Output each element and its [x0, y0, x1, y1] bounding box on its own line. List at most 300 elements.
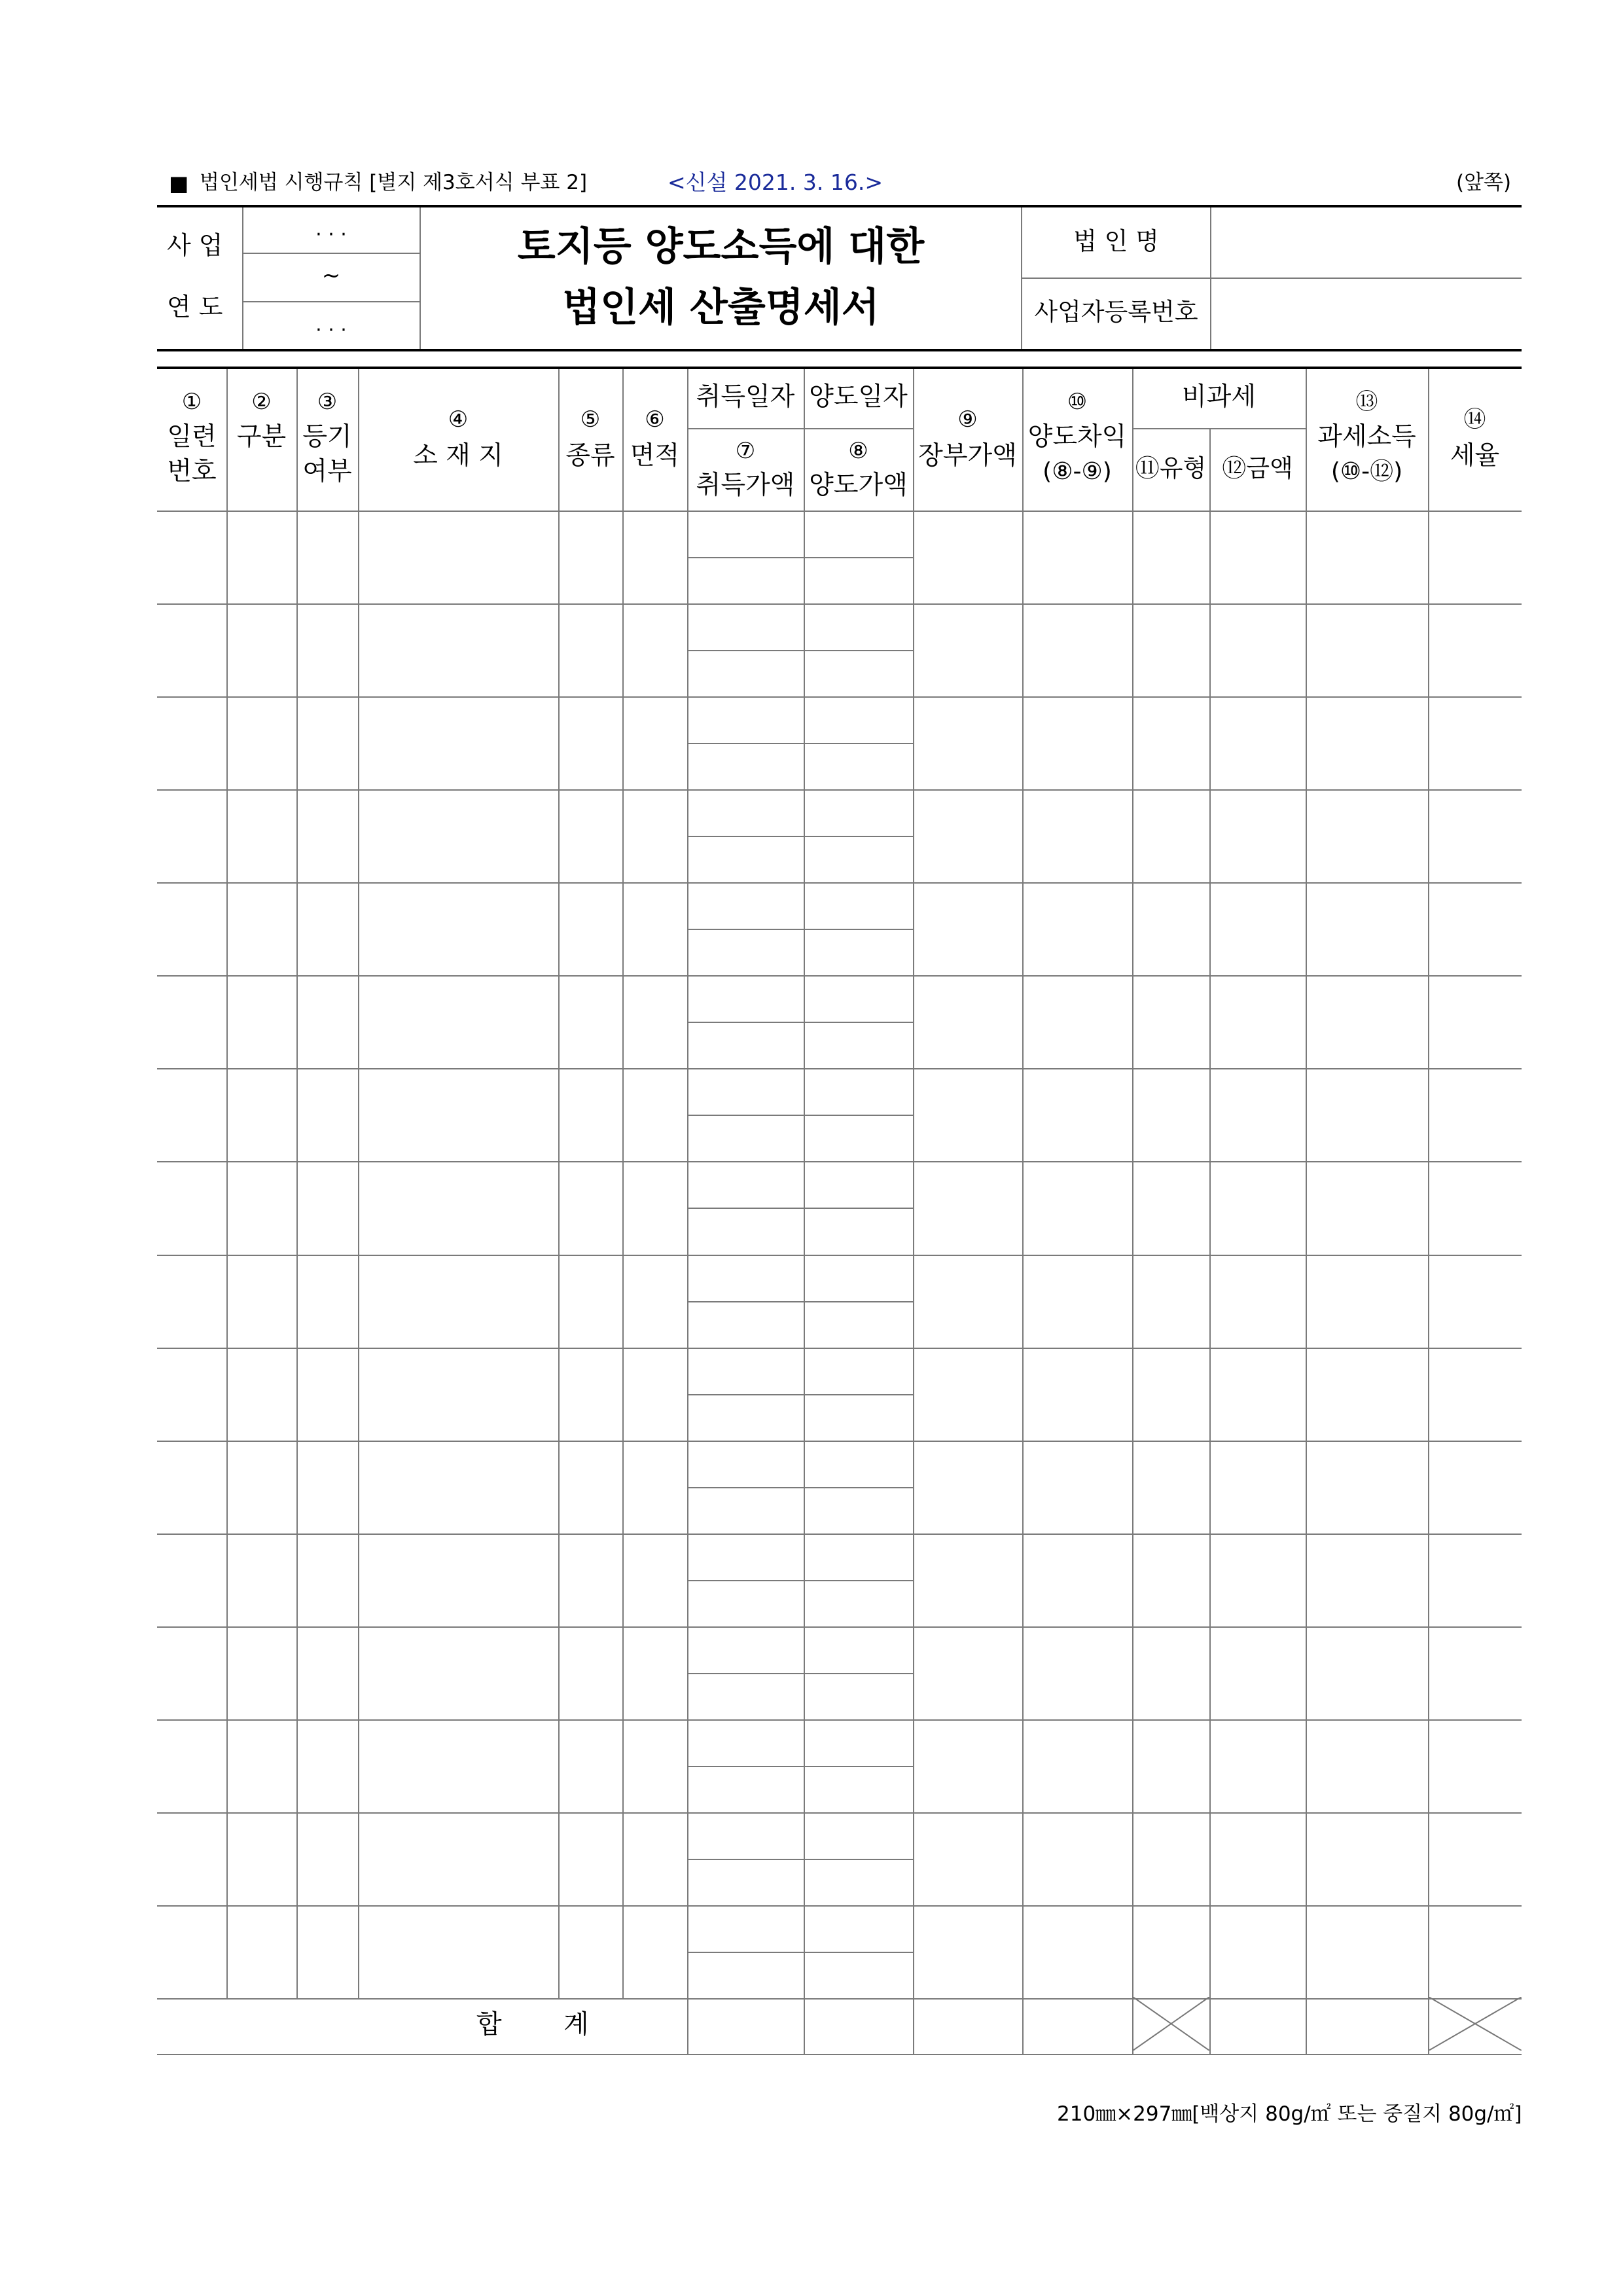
table-cell[interactable] — [359, 1442, 558, 1533]
col-nontax-type-label: ⑪유형 — [1135, 454, 1207, 482]
table-cell[interactable] — [805, 1907, 912, 1951]
table-cell[interactable] — [560, 1628, 622, 1719]
table-cell[interactable] — [805, 1116, 912, 1160]
table-cell[interactable] — [914, 791, 1022, 882]
col-acq-price-num: ⑦ — [735, 438, 756, 464]
table-cell[interactable] — [805, 1860, 912, 1905]
table-cell[interactable] — [158, 1907, 226, 1998]
table-cell[interactable] — [624, 884, 687, 975]
table-cell[interactable] — [1211, 977, 1305, 1067]
table-cell[interactable] — [1307, 512, 1427, 603]
col-registered-num: ③ — [317, 389, 338, 415]
table-cell[interactable] — [688, 744, 803, 789]
table-cell[interactable] — [298, 1628, 357, 1719]
table-cell[interactable] — [298, 884, 357, 975]
table-cell[interactable] — [1307, 1442, 1427, 1533]
col-area-label: 면적 — [630, 441, 680, 471]
table-cell[interactable] — [359, 1256, 558, 1347]
table-cell[interactable] — [1307, 605, 1427, 696]
table-cell[interactable] — [359, 698, 558, 789]
table-cell[interactable] — [688, 1628, 803, 1672]
table-cell[interactable] — [1133, 977, 1209, 1067]
table-cell[interactable] — [1429, 1535, 1521, 1626]
table-cell[interactable] — [158, 1162, 226, 1253]
table-cell[interactable] — [1429, 512, 1521, 603]
table-cell[interactable] — [1429, 791, 1521, 882]
table-cell[interactable] — [1024, 512, 1132, 603]
table-cell[interactable] — [688, 1256, 803, 1300]
table-cell[interactable] — [1024, 977, 1132, 1067]
table-cell[interactable] — [805, 1069, 912, 1114]
table-cell[interactable] — [624, 977, 687, 1067]
table-cell[interactable] — [688, 558, 803, 603]
table-cell[interactable] — [688, 605, 803, 649]
table-cell[interactable] — [158, 1349, 226, 1440]
table-cell[interactable] — [359, 1535, 558, 1626]
table-cell[interactable] — [298, 512, 357, 603]
table-cell[interactable] — [560, 1069, 622, 1160]
table-cell[interactable] — [624, 1628, 687, 1719]
table-cell[interactable] — [1024, 791, 1132, 882]
table-cell[interactable] — [1211, 605, 1305, 696]
table-cell[interactable] — [624, 698, 687, 789]
table-cell[interactable] — [1211, 1814, 1305, 1905]
form-title: 토지등 양도소득에 대한 — [517, 224, 925, 270]
table-cell[interactable] — [298, 1162, 357, 1253]
table-cell[interactable] — [560, 1162, 622, 1253]
table-cell[interactable] — [624, 512, 687, 603]
table-cell[interactable] — [1307, 1256, 1427, 1347]
table-cell[interactable] — [688, 884, 803, 928]
table-cell[interactable] — [805, 884, 912, 928]
col-registered-label: 등기 — [302, 422, 352, 452]
table-cell[interactable] — [624, 1162, 687, 1253]
col-taxable-income-num: ⑬ — [1355, 389, 1378, 415]
table-cell[interactable] — [298, 1535, 357, 1626]
table-cell[interactable] — [914, 884, 1022, 975]
table-cell[interactable] — [688, 1581, 803, 1626]
table-cell[interactable] — [1429, 977, 1521, 1067]
table-cell[interactable] — [1024, 1535, 1132, 1626]
table-cell[interactable] — [359, 1628, 558, 1719]
table-cell[interactable] — [688, 1116, 803, 1160]
table-cell[interactable] — [1133, 1349, 1209, 1440]
table-cell[interactable] — [158, 791, 226, 882]
table-cell[interactable] — [805, 1302, 912, 1347]
table-cell[interactable] — [1307, 1069, 1427, 1160]
total-tax-rate-disabled — [1429, 1997, 1522, 2051]
table-cell[interactable] — [560, 605, 622, 696]
table-cell[interactable] — [805, 744, 912, 789]
col-tax-rate-num: ⑭ — [1463, 406, 1486, 433]
table-cell[interactable] — [805, 558, 912, 603]
table-cell[interactable] — [688, 1814, 803, 1858]
col-nontax-label: 비과세 — [1181, 382, 1257, 412]
table-cell[interactable] — [914, 1721, 1022, 1812]
table-cell[interactable] — [1024, 1814, 1132, 1905]
table-cell[interactable] — [1429, 1256, 1521, 1347]
table-cell[interactable] — [158, 1814, 226, 1905]
table-cell[interactable] — [1024, 605, 1132, 696]
table-cell[interactable] — [805, 1814, 912, 1858]
table-cell[interactable] — [1133, 1442, 1209, 1533]
table-cell[interactable] — [688, 512, 803, 556]
period-start-field[interactable]: · · · — [315, 223, 347, 246]
table-cell[interactable] — [688, 1023, 803, 1067]
table-cell[interactable] — [560, 698, 622, 789]
table-cell[interactable] — [1211, 1256, 1305, 1347]
table-cell[interactable] — [228, 791, 296, 882]
table-cell[interactable] — [1133, 1721, 1209, 1812]
col-registered-label: 여부 — [302, 457, 352, 486]
table-cell[interactable] — [228, 1814, 296, 1905]
table-cell[interactable] — [1133, 605, 1209, 696]
table-cell[interactable] — [1429, 1069, 1521, 1160]
table-cell[interactable] — [158, 1442, 226, 1533]
col-gain-formula: (⑧-⑨) — [1043, 458, 1112, 485]
table-cell[interactable] — [560, 1721, 622, 1812]
table-cell[interactable] — [359, 605, 558, 696]
table-cell[interactable] — [1429, 1349, 1521, 1440]
table-cell[interactable] — [359, 1069, 558, 1160]
table-cell[interactable] — [359, 1721, 558, 1812]
table-cell[interactable] — [1211, 1721, 1305, 1812]
table-cell[interactable] — [1024, 1442, 1132, 1533]
table-cell[interactable] — [228, 1162, 296, 1253]
table-cell[interactable] — [805, 512, 912, 556]
table-cell[interactable] — [1429, 1442, 1521, 1533]
table-cell[interactable] — [805, 837, 912, 882]
table-cell[interactable] — [688, 1674, 803, 1719]
table-cell[interactable] — [624, 605, 687, 696]
col-category-num: ② — [251, 389, 272, 415]
table-cell[interactable] — [688, 1860, 803, 1905]
table-cell[interactable] — [1307, 698, 1427, 789]
table-cell[interactable] — [805, 1162, 912, 1207]
table-cell[interactable] — [1307, 1721, 1427, 1812]
table-cell[interactable] — [688, 1767, 803, 1812]
table-cell[interactable] — [1307, 1349, 1427, 1440]
table-cell[interactable] — [624, 791, 687, 882]
table-cell[interactable] — [228, 1349, 296, 1440]
col-sale-price-label: 양도가액 — [809, 471, 908, 500]
header-bottom-border-1 — [157, 349, 1522, 351]
table-cell[interactable] — [1211, 1442, 1305, 1533]
table-cell[interactable] — [688, 1395, 803, 1440]
table-cell[interactable] — [1024, 698, 1132, 789]
table-cell[interactable] — [688, 977, 803, 1021]
period-end-field[interactable]: · · · — [315, 319, 347, 342]
col-location-label: 소 재 지 — [413, 441, 503, 471]
table-cell[interactable] — [1133, 884, 1209, 975]
table-cell[interactable] — [1024, 1162, 1132, 1253]
table-cell[interactable] — [1211, 1162, 1305, 1253]
table-cell[interactable] — [359, 977, 558, 1067]
table-cell[interactable] — [624, 1721, 687, 1812]
table-cell[interactable] — [624, 1907, 687, 1998]
table-cell[interactable] — [805, 1395, 912, 1440]
revision-note: <신설 2021. 3. 16.> — [668, 170, 883, 195]
table-cell[interactable] — [560, 1256, 622, 1347]
table-cell[interactable] — [158, 605, 226, 696]
table-cell[interactable] — [1429, 1721, 1521, 1812]
biz-reg-field[interactable] — [1212, 279, 1522, 348]
table-cell[interactable] — [1429, 698, 1521, 789]
table-cell[interactable] — [158, 1535, 226, 1626]
table-cell[interactable] — [298, 1721, 357, 1812]
table-cell[interactable] — [688, 698, 803, 742]
table-cell[interactable] — [688, 930, 803, 975]
table-cell[interactable] — [298, 605, 357, 696]
table-cell[interactable] — [359, 1907, 558, 1998]
table-cell[interactable] — [914, 512, 1022, 603]
table-cell[interactable] — [158, 698, 226, 789]
corp-name-field[interactable] — [1212, 208, 1522, 277]
table-cell[interactable] — [1133, 1628, 1209, 1719]
table-cell[interactable] — [228, 977, 296, 1067]
table-cell[interactable] — [1211, 1628, 1305, 1719]
table-cell[interactable] — [688, 1349, 803, 1393]
col-book-value-label: 장부가액 — [918, 441, 1017, 471]
header-divider — [1021, 278, 1522, 279]
col-category-label: 구분 — [236, 422, 287, 452]
table-cell[interactable] — [560, 977, 622, 1067]
table-cell[interactable] — [560, 1814, 622, 1905]
table-cell[interactable] — [914, 1535, 1022, 1626]
table-cell[interactable] — [805, 1256, 912, 1300]
table-cell[interactable] — [560, 512, 622, 603]
table-cell[interactable] — [298, 1069, 357, 1160]
table-cell[interactable] — [624, 1349, 687, 1440]
period-tilde: ~ — [321, 262, 341, 289]
table-cell[interactable] — [228, 605, 296, 696]
table-cell[interactable] — [805, 651, 912, 696]
business-year-label: 사 업 — [167, 231, 223, 260]
table-cell[interactable] — [1211, 698, 1305, 789]
table-cell[interactable] — [228, 884, 296, 975]
table-cell[interactable] — [1133, 1814, 1209, 1905]
table-cell[interactable] — [805, 1721, 912, 1765]
col-taxable-income-formula: (⑩-⑫) — [1330, 458, 1403, 485]
table-cell[interactable] — [688, 1302, 803, 1347]
table-cell[interactable] — [298, 1442, 357, 1533]
biz-reg-label: 사업자등록번호 — [1034, 298, 1198, 326]
table-cell[interactable] — [158, 1721, 226, 1812]
table-cell[interactable] — [560, 1907, 622, 1998]
col-serial-label: 번호 — [167, 457, 217, 486]
table-cell[interactable] — [688, 1209, 803, 1253]
table-cell[interactable] — [805, 1535, 912, 1579]
header-divider — [242, 301, 419, 302]
square-bullet-icon: ■ — [169, 171, 189, 196]
col-acq-price-label: 취득가액 — [696, 471, 795, 500]
table-cell[interactable] — [805, 698, 912, 742]
table-cell[interactable] — [158, 1256, 226, 1347]
table-cell[interactable] — [1307, 977, 1427, 1067]
table-cell[interactable] — [1211, 791, 1305, 882]
table-cell[interactable] — [359, 512, 558, 603]
table-cell[interactable] — [688, 651, 803, 696]
table-cell[interactable] — [560, 1442, 622, 1533]
table-cell[interactable] — [298, 1814, 357, 1905]
form-source: 법인세법 시행규칙 [별지 제3호서식 부표 2] — [200, 171, 588, 194]
table-cell[interactable] — [359, 1349, 558, 1440]
table-cell[interactable] — [805, 1953, 912, 1998]
table-cell[interactable] — [688, 1162, 803, 1207]
table-cell[interactable] — [688, 1535, 803, 1579]
table-cell[interactable] — [1211, 1535, 1305, 1626]
table-cell[interactable] — [158, 1628, 226, 1719]
table-cell[interactable] — [914, 1907, 1022, 1998]
table-cell[interactable] — [1211, 884, 1305, 975]
table-cell[interactable] — [805, 1023, 912, 1067]
table-cell[interactable] — [1307, 1907, 1427, 1998]
table-cell[interactable] — [914, 977, 1022, 1067]
table-cell[interactable] — [359, 791, 558, 882]
table-cell[interactable] — [359, 1814, 558, 1905]
table-cell[interactable] — [805, 1209, 912, 1253]
table-cell[interactable] — [805, 1349, 912, 1393]
table-cell[interactable] — [1024, 884, 1132, 975]
table-cell[interactable] — [1211, 1069, 1305, 1160]
col-book-value-num: ⑨ — [957, 406, 978, 433]
table-cell[interactable] — [1024, 1069, 1132, 1160]
table-cell[interactable] — [158, 977, 226, 1067]
table-cell[interactable] — [1429, 884, 1521, 975]
table-cell[interactable] — [1133, 512, 1209, 603]
table-cell[interactable] — [805, 1581, 912, 1626]
table-cell[interactable] — [1133, 1069, 1209, 1160]
table-cell[interactable] — [914, 1349, 1022, 1440]
table-cell[interactable] — [228, 1535, 296, 1626]
table-cell[interactable] — [1307, 1535, 1427, 1626]
table-cell[interactable] — [228, 1256, 296, 1347]
table-cell[interactable] — [228, 1907, 296, 1998]
table-cell[interactable] — [560, 1535, 622, 1626]
col-sale-date-label: 양도일자 — [809, 382, 908, 412]
table-cell[interactable] — [1429, 1628, 1521, 1719]
table-cell[interactable] — [805, 977, 912, 1021]
table-cell[interactable] — [1429, 605, 1521, 696]
total-row-label: 계 — [563, 2009, 589, 2039]
table-cell[interactable] — [688, 837, 803, 882]
table-cell[interactable] — [688, 1442, 803, 1486]
table-cell[interactable] — [158, 884, 226, 975]
table-cell[interactable] — [228, 1628, 296, 1719]
table-cell[interactable] — [1429, 1162, 1521, 1253]
table-cell[interactable] — [914, 605, 1022, 696]
table-cell[interactable] — [1307, 1628, 1427, 1719]
table-cell[interactable] — [805, 791, 912, 835]
table-cell[interactable] — [1133, 1162, 1209, 1253]
table-cell[interactable] — [298, 977, 357, 1067]
table-cell[interactable] — [560, 1349, 622, 1440]
table-cell[interactable] — [228, 698, 296, 789]
table-bottom-line — [157, 2054, 1522, 2055]
table-cell[interactable] — [688, 1069, 803, 1114]
table-cell[interactable] — [1307, 884, 1427, 975]
table-cell[interactable] — [624, 1535, 687, 1626]
table-cell[interactable] — [805, 1674, 912, 1719]
table-cell[interactable] — [914, 1069, 1022, 1160]
table-cell[interactable] — [1211, 1907, 1305, 1998]
table-cell[interactable] — [914, 1256, 1022, 1347]
table-cell[interactable] — [1133, 1256, 1209, 1347]
table-cell[interactable] — [1211, 1349, 1305, 1440]
table-cell[interactable] — [158, 512, 226, 603]
table-cell[interactable] — [560, 884, 622, 975]
table-cell[interactable] — [298, 791, 357, 882]
table-cell[interactable] — [298, 698, 357, 789]
table-cell[interactable] — [1307, 791, 1427, 882]
table-cell[interactable] — [1024, 1256, 1132, 1347]
table-cell[interactable] — [805, 930, 912, 975]
form-title: 법인세 산출명세서 — [562, 285, 880, 331]
col-location-num: ④ — [448, 406, 469, 433]
table-cell[interactable] — [359, 884, 558, 975]
table-cell[interactable] — [1429, 1907, 1521, 1998]
table-cell[interactable] — [1307, 1162, 1427, 1253]
table-cell[interactable] — [688, 1488, 803, 1533]
table-cell[interactable] — [1133, 698, 1209, 789]
table-cell[interactable] — [805, 1488, 912, 1533]
table-cell[interactable] — [914, 698, 1022, 789]
table-cell[interactable] — [805, 1628, 912, 1672]
table-cell[interactable] — [688, 1721, 803, 1765]
table-cell[interactable] — [1024, 1721, 1132, 1812]
table-cell[interactable] — [1133, 791, 1209, 882]
table-cell[interactable] — [228, 1069, 296, 1160]
table-cell[interactable] — [1133, 1535, 1209, 1626]
table-cell[interactable] — [298, 1349, 357, 1440]
table-cell[interactable] — [688, 1907, 803, 1951]
table-cell[interactable] — [1429, 1814, 1521, 1905]
table-cell[interactable] — [1133, 1907, 1209, 1998]
table-cell[interactable] — [158, 1069, 226, 1160]
table-cell[interactable] — [688, 1953, 803, 1998]
table-cell[interactable] — [359, 1162, 558, 1253]
table-cell[interactable] — [298, 1907, 357, 1998]
table-cell[interactable] — [560, 791, 622, 882]
table-cell[interactable] — [805, 605, 912, 649]
table-cell[interactable] — [624, 1069, 687, 1160]
table-cell[interactable] — [914, 1442, 1022, 1533]
col-serial-num: ① — [181, 389, 202, 415]
table-cell[interactable] — [298, 1256, 357, 1347]
table-cell[interactable] — [624, 1814, 687, 1905]
table-cell[interactable] — [805, 1442, 912, 1486]
table-header-sub-line — [1132, 428, 1306, 429]
table-cell[interactable] — [1211, 512, 1305, 603]
table-cell[interactable] — [1024, 1628, 1132, 1719]
table-cell[interactable] — [228, 512, 296, 603]
table-cell[interactable] — [914, 1162, 1022, 1253]
table-cell[interactable] — [624, 1256, 687, 1347]
table-cell[interactable] — [1024, 1349, 1132, 1440]
table-cell[interactable] — [624, 1442, 687, 1533]
table-cell[interactable] — [1307, 1814, 1427, 1905]
table-cell[interactable] — [1024, 1907, 1132, 1998]
table-cell[interactable] — [228, 1721, 296, 1812]
table-cell[interactable] — [914, 1814, 1022, 1905]
col-area-num: ⑥ — [645, 406, 665, 433]
table-cell[interactable] — [228, 1442, 296, 1533]
col-nontax-amount-label: ⑫금액 — [1222, 454, 1293, 482]
table-cell[interactable] — [805, 1767, 912, 1812]
table-cell[interactable] — [914, 1628, 1022, 1719]
table-cell[interactable] — [688, 791, 803, 835]
total-row-label: 합 — [476, 2009, 502, 2039]
